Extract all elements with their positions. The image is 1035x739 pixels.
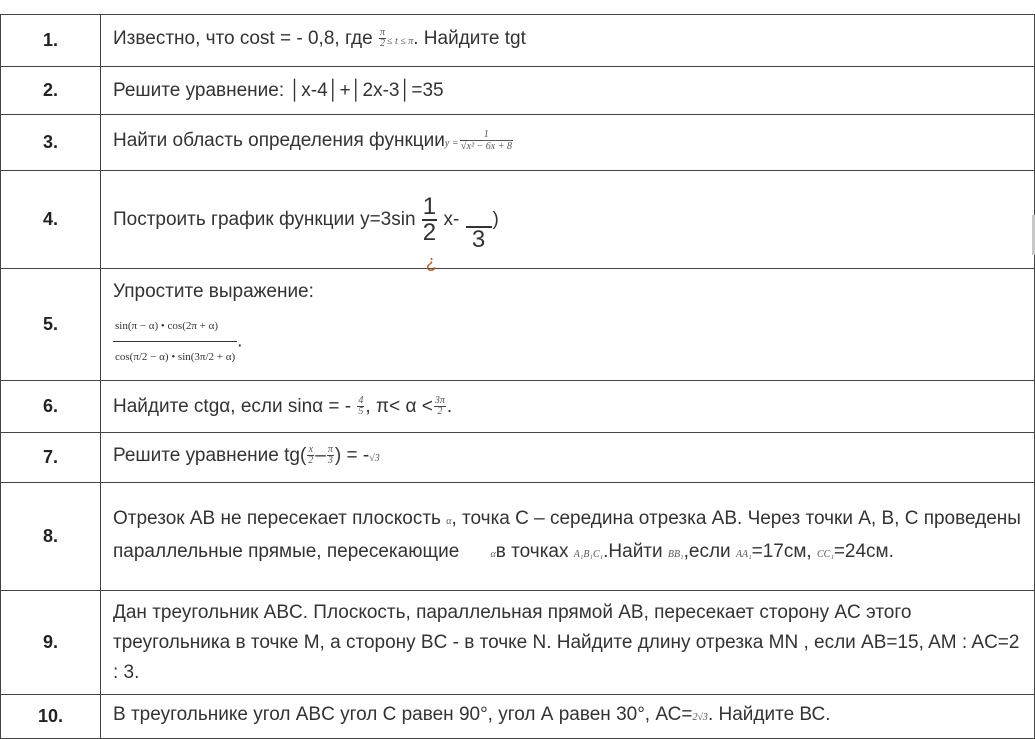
row-number: 10.	[1, 695, 101, 739]
table-row	[1, 483, 1035, 591]
tasks-table	[0, 14, 1035, 739]
fraction: $\frac{\pi}{2}$	[379, 27, 385, 50]
row-number: 3.	[1, 115, 101, 171]
row-number: 4.	[1, 171, 101, 269]
table-row	[1, 695, 1035, 739]
row-number: 6.	[1, 381, 101, 433]
task-text: Отрезок АВ не пересекает плоскость α, точка С – середина отрезка АВ. Через точки А, В, С проведены параллельные прямые, пересекающие αв точках A₁B₁C₁.Найти BB₁,если AA₁=17см, CC₁=24см.	[101, 483, 1035, 591]
fraction: 3	[466, 202, 492, 252]
fraction: $\frac{1}{\text{√x² − 6x + 8}}$	[460, 128, 512, 152]
row-number: 9.	[1, 591, 101, 695]
task-text: Решите уравнение: │x-4│+│2x-3│=35	[101, 67, 1035, 115]
fraction: $\frac{x}{2}$	[308, 444, 314, 467]
row-number: 2.	[1, 67, 101, 115]
row-number: 5.	[1, 269, 101, 381]
table-row	[1, 171, 1035, 269]
task-text: Найдите ctgα, если sinα = - $\frac{4}{5}$ , π< α < $\frac{3\pi}{2}$ .	[101, 381, 1035, 433]
task-text: Найти область определения функцииy = $\frac{1}{\text{√x² − 6x + 8}}$	[101, 115, 1035, 171]
table-row	[1, 15, 1035, 67]
table-row	[1, 433, 1035, 483]
task-text: Решите уравнение tg( $\frac{x}{2}$ – $\frac{\pi}{3}$ ) = -√3	[101, 433, 1035, 483]
table-row	[1, 115, 1035, 171]
broken-glyph: ¿	[425, 251, 437, 272]
task-text: Построить график функции y=3sin 1 2 ¿ x- 3 )	[101, 171, 1035, 269]
task-text: Известно, что cost = - 0,8, где $\frac{\pi}{2}$ ≤ t ≤ π. Найдите tgt	[101, 15, 1035, 67]
task-text: В треугольнике угол ABC угол С равен 90°, угол А равен 30°, АС=2√3. Найдите ВС.	[101, 695, 1035, 739]
table-row	[1, 269, 1035, 381]
task-text: Упростите выражение: $\frac{\sin(\pi - \alpha) • \cos(2\pi + \alpha)}{\cos(\pi/2 - \alpha) • \sin(3\pi/2 + \alpha)}$ .	[101, 269, 1035, 381]
table-row	[1, 67, 1035, 115]
table-row	[1, 381, 1035, 433]
fraction: 1 2 ¿	[422, 192, 437, 272]
row-number: 7.	[1, 433, 101, 483]
row-number: 1.	[1, 15, 101, 67]
fraction: $\frac{\pi}{3}$	[327, 444, 333, 467]
fraction: $\frac{3\pi}{2}$	[434, 394, 445, 417]
fraction: $\frac{4}{5}$	[358, 394, 364, 417]
table-row	[1, 591, 1035, 695]
row-number: 8.	[1, 483, 101, 591]
formula: $\frac{\sin(\pi - \alpha) • \cos(2\pi + \alpha)}{\cos(\pi/2 - \alpha) • \sin(3\pi/2 + \alpha)}$	[113, 311, 237, 372]
task-text: Дан треугольник ABC. Плоскость, параллельная прямой AB, пересекает сторону AC этого треугольника в точке M, а сторону BC - в точке N. Найдите длину отрезка MN , если AB=15, AM : AC=2 : 3.	[101, 591, 1035, 695]
